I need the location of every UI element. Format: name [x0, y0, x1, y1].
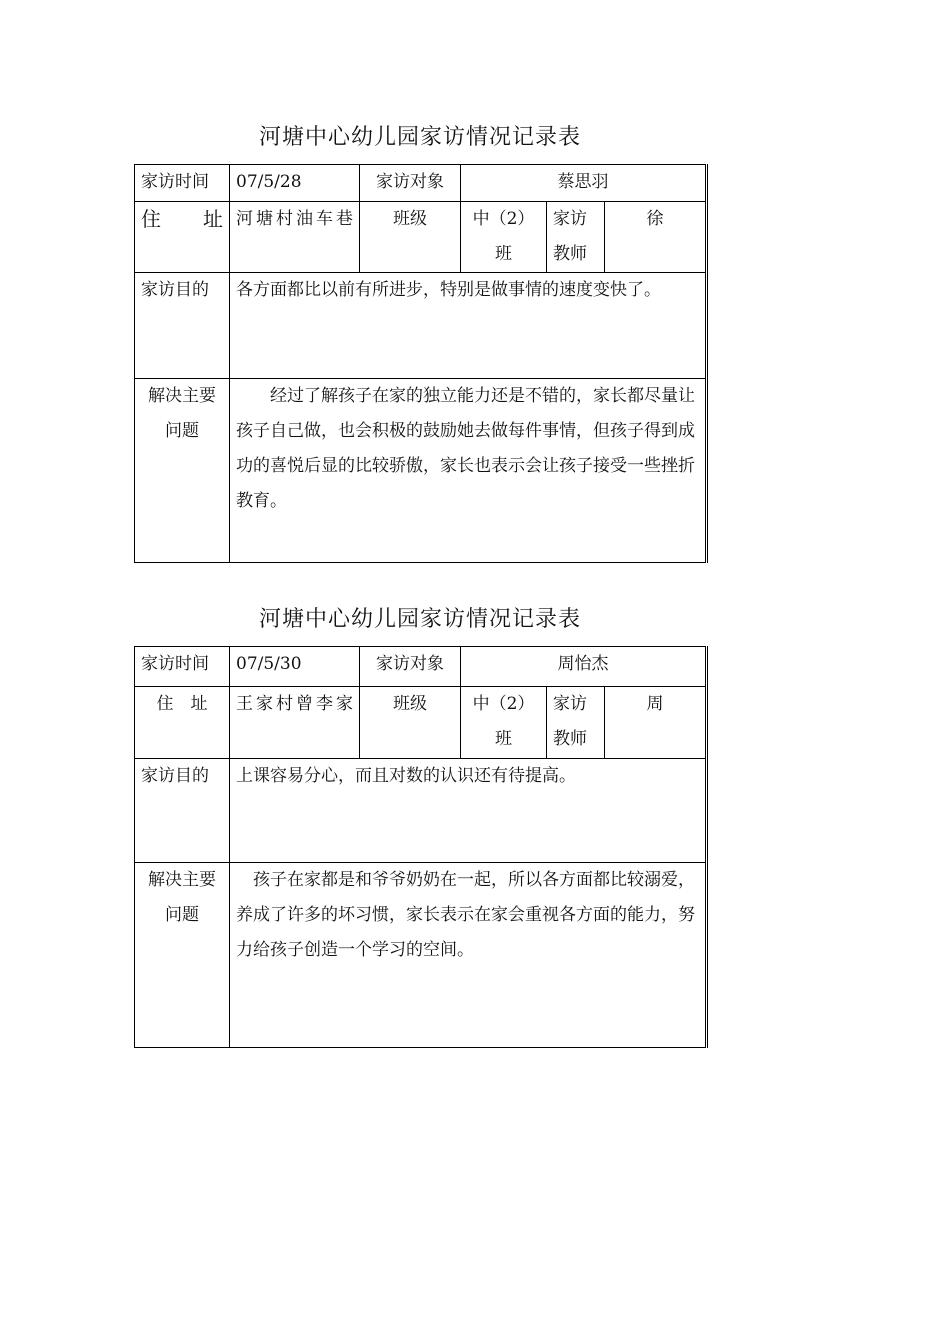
class-value: 中（2）班 — [461, 202, 547, 273]
issue-label: 解决主要问题 — [135, 379, 230, 563]
record-title: 河塘中心幼儿园家访情况记录表 — [258, 607, 581, 632]
record-title: 河塘中心幼儿园家访情况记录表 — [258, 125, 581, 150]
issue-value: 孩子在家都是和爷爷奶奶在一起，所以各方面都比较溺爱，养成了许多的坏习惯，家长表示在家会重视各方面的能力，努力给孩子创造一个学习的空间。 — [230, 863, 707, 1048]
teacher-label: 家访教师 — [547, 687, 605, 759]
purpose-value: 各方面都比以前有所进步，特别是做事情的速度变快了。 — [230, 273, 707, 379]
purpose-label: 家访目的 — [135, 273, 230, 379]
issue-label: 解决主要问题 — [135, 863, 230, 1048]
address-value: 河塘村油车巷 — [230, 202, 360, 273]
class-label: 班级 — [360, 687, 461, 759]
purpose-label: 家访目的 — [135, 759, 230, 863]
address-value: 王家村曾李家 — [230, 687, 360, 759]
teacher-label: 家访教师 — [547, 202, 605, 273]
class-label: 班级 — [360, 202, 461, 273]
visit-target-value: 蔡思羽 — [461, 165, 707, 202]
visit-time-value: 07/5/28 — [230, 165, 360, 202]
address-label: 住 址 — [135, 687, 230, 759]
visit-time-label: 家访时间 — [135, 647, 230, 687]
visit-target-label: 家访对象 — [360, 165, 461, 202]
visit-record-table — [134, 646, 708, 1048]
visit-record-table — [134, 164, 708, 563]
purpose-value: 上课容易分心，而且对数的认识还有待提高。 — [230, 759, 707, 863]
class-value: 中（2）班 — [461, 687, 547, 759]
visit-time-label: 家访时间 — [135, 165, 230, 202]
teacher-value: 徐 — [605, 202, 707, 273]
visit-target-label: 家访对象 — [360, 647, 461, 687]
issue-value: 经过了解孩子在家的独立能力还是不错的，家长都尽量让孩子自己做，也会积极的鼓励她去做每件事情，但孩子得到成功的喜悦后显的比较骄傲，家长也表示会让孩子接受一些挫折教育。 — [230, 379, 707, 563]
visit-time-value: 07/5/30 — [230, 647, 360, 687]
teacher-value: 周 — [605, 687, 707, 759]
visit-target-value: 周怡杰 — [461, 647, 707, 687]
address-label: 住 址 — [135, 202, 230, 273]
